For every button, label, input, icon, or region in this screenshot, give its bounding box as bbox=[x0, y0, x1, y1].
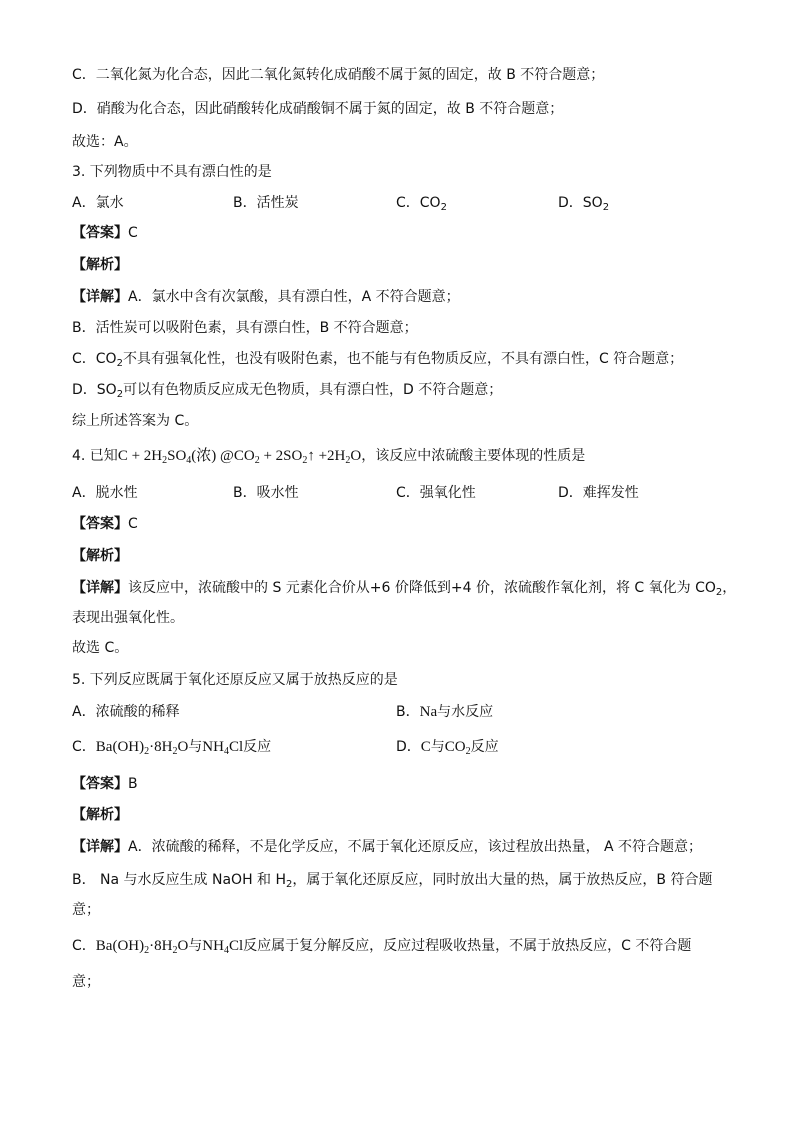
q5-detail-b-line-2: 意； bbox=[72, 902, 100, 918]
q5-answer: 【答案】B bbox=[72, 776, 138, 792]
q4-detail-line-1: 【详解】该反应中，浓硫酸中的 S 元素化合价从+6 价降低到+4 价，浓硫酸作氧化剂，将 C 氧化为 $CO_2$， bbox=[72, 580, 737, 598]
q4-answer: 【答案】C bbox=[72, 516, 138, 532]
q3-detail-c: C．$CO_2$不具有强氧化性，也没有吸附色素，也不能与有色物质反应，不具有漂白性，C 符合题意； bbox=[72, 351, 684, 369]
q4-choice: 故选 C。 bbox=[72, 640, 129, 656]
q5-option-c: C．$Ba(OH)_2\cdot 8H_2O$与$NH_4Cl$反应 bbox=[72, 739, 272, 757]
q3-detail-d: D．$SO_2$可以有色物质反应成无色物质，具有漂白性，D 不符合题意； bbox=[72, 382, 503, 400]
q5-question: 5. 下列反应既属于氧化还原反应又属于放热反应的是 bbox=[72, 672, 398, 688]
q5-detail-c-line-1: C．$Ba(OH)_2\cdot 8H_2O$与$NH_4Cl$反应属于复分解反应，反应过程吸收热量，不属于放热反应，C 不符合题 bbox=[72, 938, 692, 956]
q4-question: 4. 已知$C + 2H_2SO_4$(浓) $@CO_2$ + $2SO_2↑ +2H_2O$，该反应中浓硫酸主要体现的性质是 bbox=[72, 448, 586, 466]
q4-detail-line-2: 表现出强氧化性。 bbox=[72, 610, 184, 626]
q3-option-b: B．活性炭 bbox=[233, 195, 299, 211]
q3-option-c: C．$CO_2$ bbox=[396, 195, 447, 213]
q5-option-a: A．浓硫酸的稀释 bbox=[72, 704, 180, 720]
prev-choice: 故选：A。 bbox=[72, 134, 138, 150]
q3-option-d: D．$SO_2$ bbox=[558, 195, 610, 213]
q3-detail-b: B．活性炭可以吸附色素，具有漂白性，B 不符合题意； bbox=[72, 320, 418, 336]
q4-analysis-heading: 【解析】 bbox=[72, 548, 128, 564]
prev-option-d-explanation: D．硝酸为化合态，因此硝酸转化成硝酸铜不属于氮的固定，故 B 不符合题意； bbox=[72, 101, 564, 117]
q5-option-d: D．C与$CO_2$反应 bbox=[396, 739, 499, 757]
q3-summary: 综上所述答案为 C。 bbox=[72, 413, 199, 429]
q3-question: 3. 下列物质中不具有漂白性的是 bbox=[72, 164, 272, 180]
q4-equation: $C + 2H_2SO_4$(浓) $@CO_2$ + $2SO_2↑ +2H_2O$ bbox=[117, 448, 362, 466]
q5-option-b: B．Na与水反应 bbox=[396, 704, 494, 720]
q4-option-a: A．脱水性 bbox=[72, 485, 138, 501]
q3-analysis-heading: 【解析】 bbox=[72, 257, 128, 273]
q5-detail-c-line-2: 意； bbox=[72, 974, 100, 990]
q4-option-c: C．强氧化性 bbox=[396, 485, 476, 501]
prev-option-c-explanation: C．二氧化氮为化合态，因此二氧化氮转化成硝酸不属于氮的固定，故 B 不符合题意； bbox=[72, 67, 605, 83]
q5-analysis-heading: 【解析】 bbox=[72, 807, 128, 823]
q3-option-a: A．氯水 bbox=[72, 195, 124, 211]
q3-answer: 【答案】C bbox=[72, 225, 138, 241]
q4-option-b: B．吸水性 bbox=[233, 485, 299, 501]
q3-detail-a: 【详解】A．氯水中含有次氯酸，具有漂白性，A 不符合题意； bbox=[72, 289, 460, 305]
q5-detail-b-line-1: B． Na 与水反应生成 NaOH 和 $H_2$，属于氧化还原反应，同时放出大量的热，属于放热反应，B 符合题 bbox=[72, 872, 713, 890]
q4-option-d: D．难挥发性 bbox=[558, 485, 639, 501]
q5-detail-a: 【详解】A．浓硫酸的稀释，不是化学反应，不属于氧化还原反应，该过程放出热量， A 不符合题意； bbox=[72, 839, 703, 855]
